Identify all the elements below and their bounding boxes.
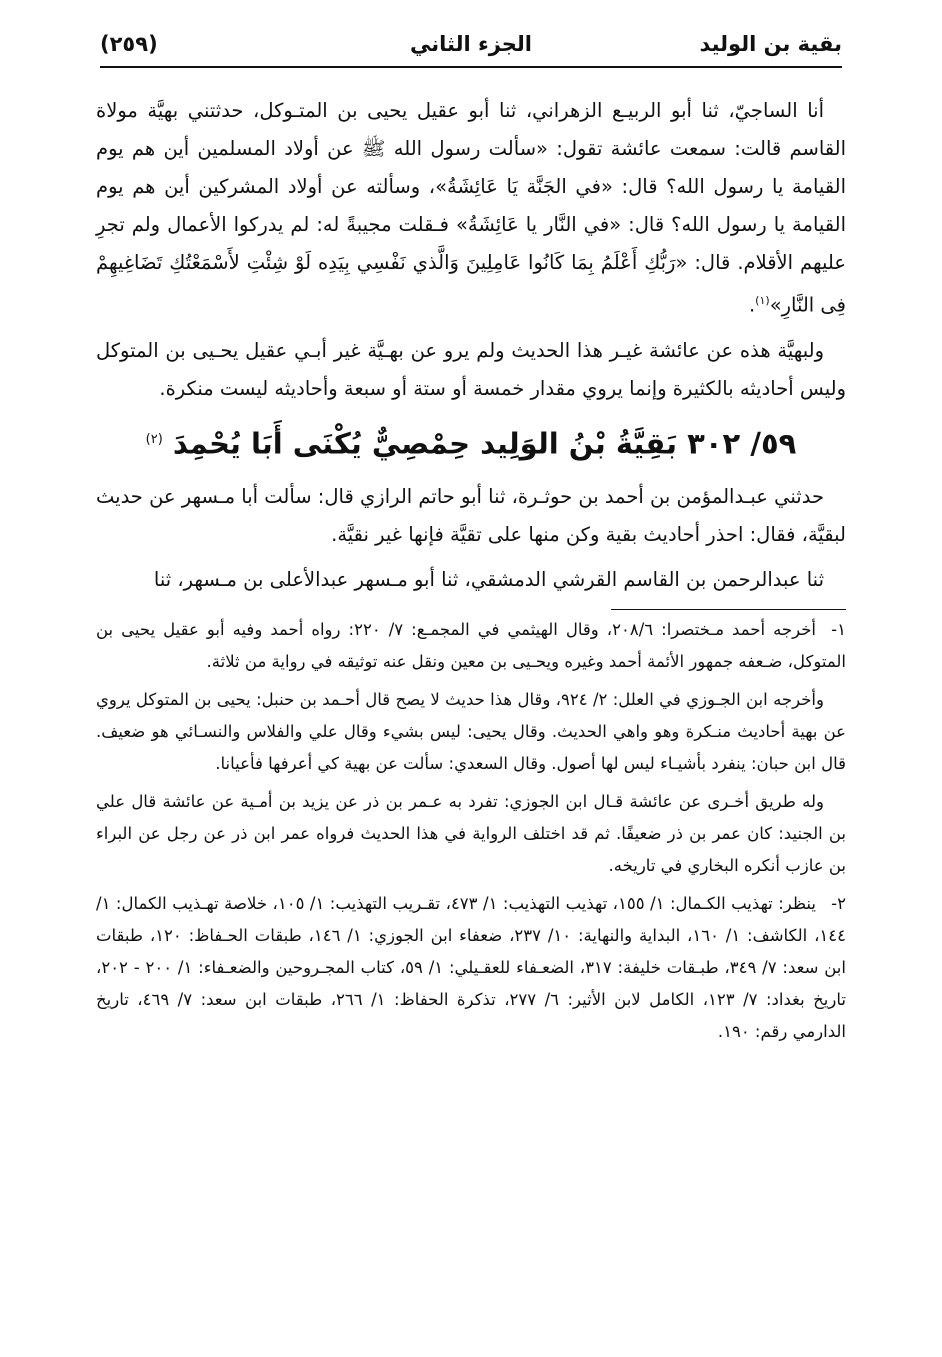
body-paragraph-1: أنا الساجيّ، ثنا أبو الربيـع الزهراني، ثنا أبو عقيل يحيى بن المتـوكل، حدثتني بهيَّة مولاة القاسم قالت: سمعت عائشة تقول: «سألت رسول الله ﷺ عن أولاد المسلمين أين هم يوم القيامة يا رسول الله؟ قال: «في الجَنَّة يَا عَائِشَةُ»، وسألته عن أولاد المشركين أين هم يوم القيامة يا رسول الله؟ قال: «في النَّار يا عَائِشَةُ» فـقلت مجيبةً له: لم يدركوا الأعمال ولم تجرِ عليهم الأقلام. قال: «رَبُّكِ أَعْلَمُ بِمَا كَانُوا عَامِلِينَ وَالَّذي نَفْسِي بِيَدِه لَوْ شِئْتِ لأَسْمَعْتُكِ تَضَاغِيهِمْ فِى النَّارِ»$^{(١)}$. [96,99,846,317]
body-paragraph-2: ولبهيَّة هذه عن عائشة غيـر هذا الحديث ولم يرو عن بهـيَّة غير أبـي عقيل يحـيى بن المتوكل وليس أحاديثه بالكثيرة وإنما يروي مقدار خمسة أو ستة أو سبعة وأحاديثه ليست منكرة. [96,338,846,400]
footnote-text: أخرجه أحمد مـختصرا: ٢٠٨/٦، وقال الهيثمي في المجمـع: ٧/ ٢٢٠: رواه أحمد وفيه أبو عقيل يحيى بن المتوكل، ضـعفه جمهور الأئمة أحمد وغيره ويحـيى بن معين ونقل عنه توثيقه في رواية من ثلاثة. [96,620,846,672]
header-author-title: بقية بن الوليد [699,32,842,56]
footnote-ref-1: (١) [755,294,770,307]
footnote-separator [611,609,846,610]
page-header [100,28,842,68]
footnotes [96,614,846,1048]
body-paragraph-3: حدثني عبـدالمؤمن بن أحمد بن حوثـرة، ثنا أبو حاتم الرازي قال: سألت أبا مـسهر عن حديث لبقيَّة، فقال: احذر أحاديث بقية وكن منها على تقيَّة فإنها غير نقيَّة. [96,485,846,547]
footnote-1 [96,614,846,678]
entry-heading [96,415,846,469]
page-body [96,92,846,1054]
footnote-number: ١- [831,620,847,640]
footnote-1-cont-b: وله طريق أخـرى عن عائشة قـال ابن الجوزي: تفرد به عـمر بن ذر عن يزيد بن أمـية عن عائشة قال علي بن الجنيد: كان عمر بن ذر ضعيفًا. ثم قد اختلف الرواية في هذا الحديث فرواه عمر ابن ذر عن رجل عن البراء بن عازب أنكره البخاري في تاريخه. [96,792,846,876]
footnote-1-cont-a: وأخرجه ابن الجـوزي في العلل: ٢/ ٩٢٤، وقال هذا حديث لا يصح قال أحـمد بن حنبل: يحيى بن المتوكل يروي عن بهية أحاديث منـكرة وهو واهي الحديث. وقال يحيى: ليس بشيء وقال علي والفلاس والنسـائي هو ضعيف. قال ابن حبان: ينفرد بأشيـاء ليس لها أصول. وقال السعدي: سألت عن بهية كي أعرفها فأعيانا. [96,690,846,774]
footnote-number: ٢- [831,894,846,914]
header-page-number: (٢٥٩) [100,32,158,56]
header-rule [100,66,842,68]
entry-heading-text: ٥٩/ ٣٠٢ بَقِيَّةُ بْنُ الوَلِيد حِمْصِيٌّ يُكْنَى أَبَا يُحْمِدَ [172,426,797,461]
footnote-ref-2: (٢) [145,431,163,447]
footnote-text: ينظر: تهذيب الكـمال: ١/ ١٥٥، تهذيب التهذيب: ١/ ٤٧٣، تقـريب التهذيب: ١/ ١٠٥، خلاصة تهـذيب الكمال: ١/ ١٤٤، الكاشف: ١/ ١٦٠، البداية والنهاية: ١٠/ ٢٣٧، ضعفاء ابن الجوزي: ١/ ١٤٦، طبقات الحـفاظ: ١٢٠، طبقات ابن سعد: ٧/ ٣٤٩، طبـقات خليفة: ٣١٧، الضعـفاء للعقـيلي: ١/ ٥٩، كتاب المجـروحين والضعـفاء: ١/ ٢٠٠ - ٢٠٢، تاريخ بغداد: ٧/ ١٢٣، الكامل لابن الأثير: ٦/ ٢٧٧، تذكرة الحفاظ: ١/ ٢٦٦، طبقات ابن سعد: ٧/ ٤٦٩، تاريخ الدارمي رقم: ١٩٠. [96,894,847,1042]
paragraph-text: أنا الساجيّ، ثنا أبو الربيـع الزهراني، ثنا أبو عقيل يحيى بن المتـوكل، حدثتني بهيَّة مولاة القاسم قالت: سمعت عائشة تقول: «سألت رسول الله ﷺ عن أولاد المسلمين أين هم يوم القيامة يا رسول الله؟ قال: «في الجَنَّة يَا عَائِشَةُ»، وسألته عن أولاد المشركين أين هم يوم القيامة يا رسول الله؟ قال: «في النَّار يا عَائِشَةُ» فـقلت مجيبةً له: لم يدركوا الأعمال ولم تجرِ عليهم الأقلام. قال: «رَبُّكِ أَعْلَمُ بِمَا كَانُوا عَامِلِينَ وَالَّذي نَفْسِي بِيَدِه لَوْ شِئْتِ لأَسْمَعْتُكِ تَضَاغِيهِمْ فِى النَّارِ» [96,99,846,317]
header-volume: الجزء الثاني [409,32,532,56]
footnote-2 [96,888,846,1048]
body-paragraph-4: ثنا عبدالرحمن بن القاسم القرشي الدمشقي، ثنا أبو مـسهر عبدالأعلى بن مـسهر، ثنا [153,568,824,592]
